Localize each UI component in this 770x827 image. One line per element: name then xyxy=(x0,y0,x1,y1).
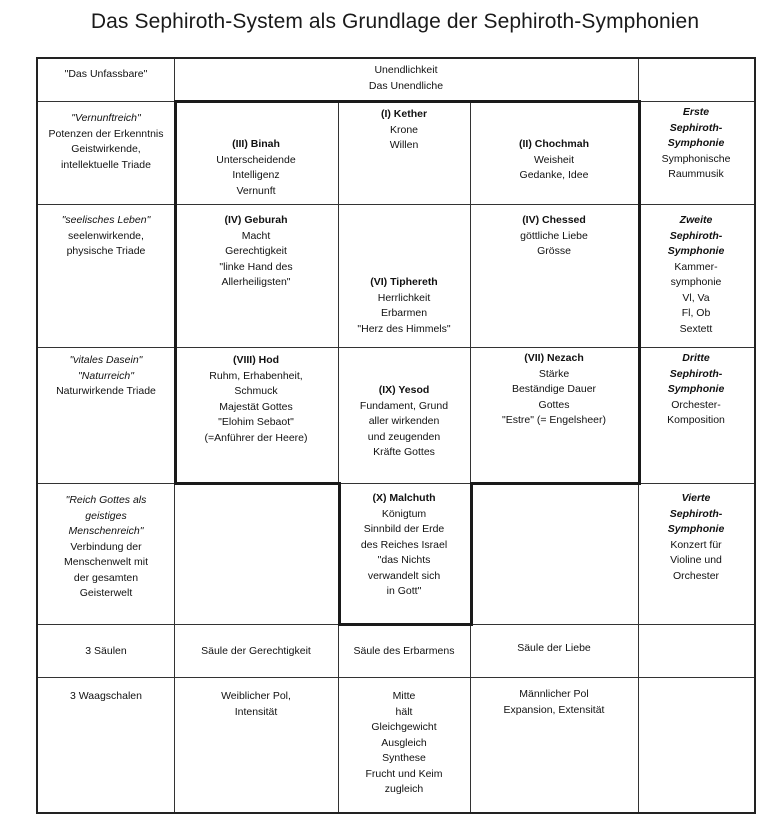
vierte-symphonie-cell: Vierte Sephiroth- Symphonie Konzert für Violine und Orchester xyxy=(667,492,725,582)
maennlicher-pol-cell: Männlicher Pol Expansion, Extensität xyxy=(503,688,605,716)
chessed-cell: (IV) Chessed göttliche Liebe Grösse xyxy=(520,214,588,257)
kether-cell: (I) Kether Krone Willen xyxy=(380,108,428,151)
malchuth-cell: (X) Malchuth Königtum Sinnbild der Erde des Reiches Israel "das Nichts verwandelt sich in Gott" xyxy=(360,492,448,597)
weiblicher-pol-cell: Weiblicher Pol, Intensität xyxy=(221,690,291,718)
erste-symphonie-cell: Erste Sephiroth- Symphonie Symphonische Raummusik xyxy=(661,106,731,180)
hod-cell: (VIII) Hod Ruhm, Erhabenheit, Schmuck Majestät Gottes "Elohim Sebaot" (=Anführer der Heere) xyxy=(204,354,308,444)
unfassbare-label: "Das Unfassbare" xyxy=(64,68,148,80)
saeule-erbarmens: Säule des Erbarmens xyxy=(353,645,455,657)
saeulen-label: 3 Säulen xyxy=(85,645,127,657)
saeule-gerechtigkeit: Säule der Gerechtigkeit xyxy=(201,645,311,657)
zweite-symphonie-cell: Zweite Sephiroth- Symphonie Kammer- symphonie Vl, Va Fl, Ob Sextett xyxy=(667,214,725,335)
tiphereth-cell: (VI) Tiphereth Herrlichkeit Erbarmen "Herz des Himmels" xyxy=(357,276,451,335)
vernunftreich-cell: "Vernunftreich" Potenzen der Erkenntnis Geistwirkende, intellektuelle Triade xyxy=(48,112,164,171)
chochmah-cell: (II) Chochmah Weisheit Gedanke, Idee xyxy=(519,138,589,181)
yesod-cell: (IX) Yesod Fundament, Grund aller wirkenden und zeugenden Kräfte Gottes xyxy=(359,384,449,458)
geburah-cell: (IV) Geburah Macht Gerechtigkeit "linke Hand des Allerheiligsten" xyxy=(219,214,293,288)
dritte-symphonie-cell: Dritte Sephiroth- Symphonie Orchester- Komposition xyxy=(667,352,725,426)
nezach-cell: (VII) Nezach Stärke Beständige Dauer Gottes "Estre" (= Engelsheer) xyxy=(501,352,607,426)
binah-cell: (III) Binah Unterscheidende Intelligenz Vernunft xyxy=(216,138,296,197)
reich-gottes-cell: "Reich Gottes als geistiges Menschenreich" Verbindung der Menschenwelt mit der gesamten Geisterwelt xyxy=(63,494,149,599)
page-title: Das Sephiroth-System als Grundlage der Sephiroth-Symphonien xyxy=(90,10,700,33)
unendlichkeit-cell: Unendlichkeit Das Unendliche xyxy=(368,64,444,92)
seelisches-leben-cell: "seelisches Leben" seelenwirkende, physische Triade xyxy=(61,214,151,257)
waagschalen-label: 3 Waagschalen xyxy=(70,690,142,702)
vitales-dasein-cell: "vitales Dasein" "Naturreich" Naturwirkende Triade xyxy=(56,354,156,397)
sephiroth-table xyxy=(36,57,756,814)
mitte-cell: Mitte hält Gleichgewicht Ausgleich Synthese Frucht und Keim zugleich xyxy=(365,690,443,795)
saeule-liebe: Säule der Liebe xyxy=(517,642,591,654)
